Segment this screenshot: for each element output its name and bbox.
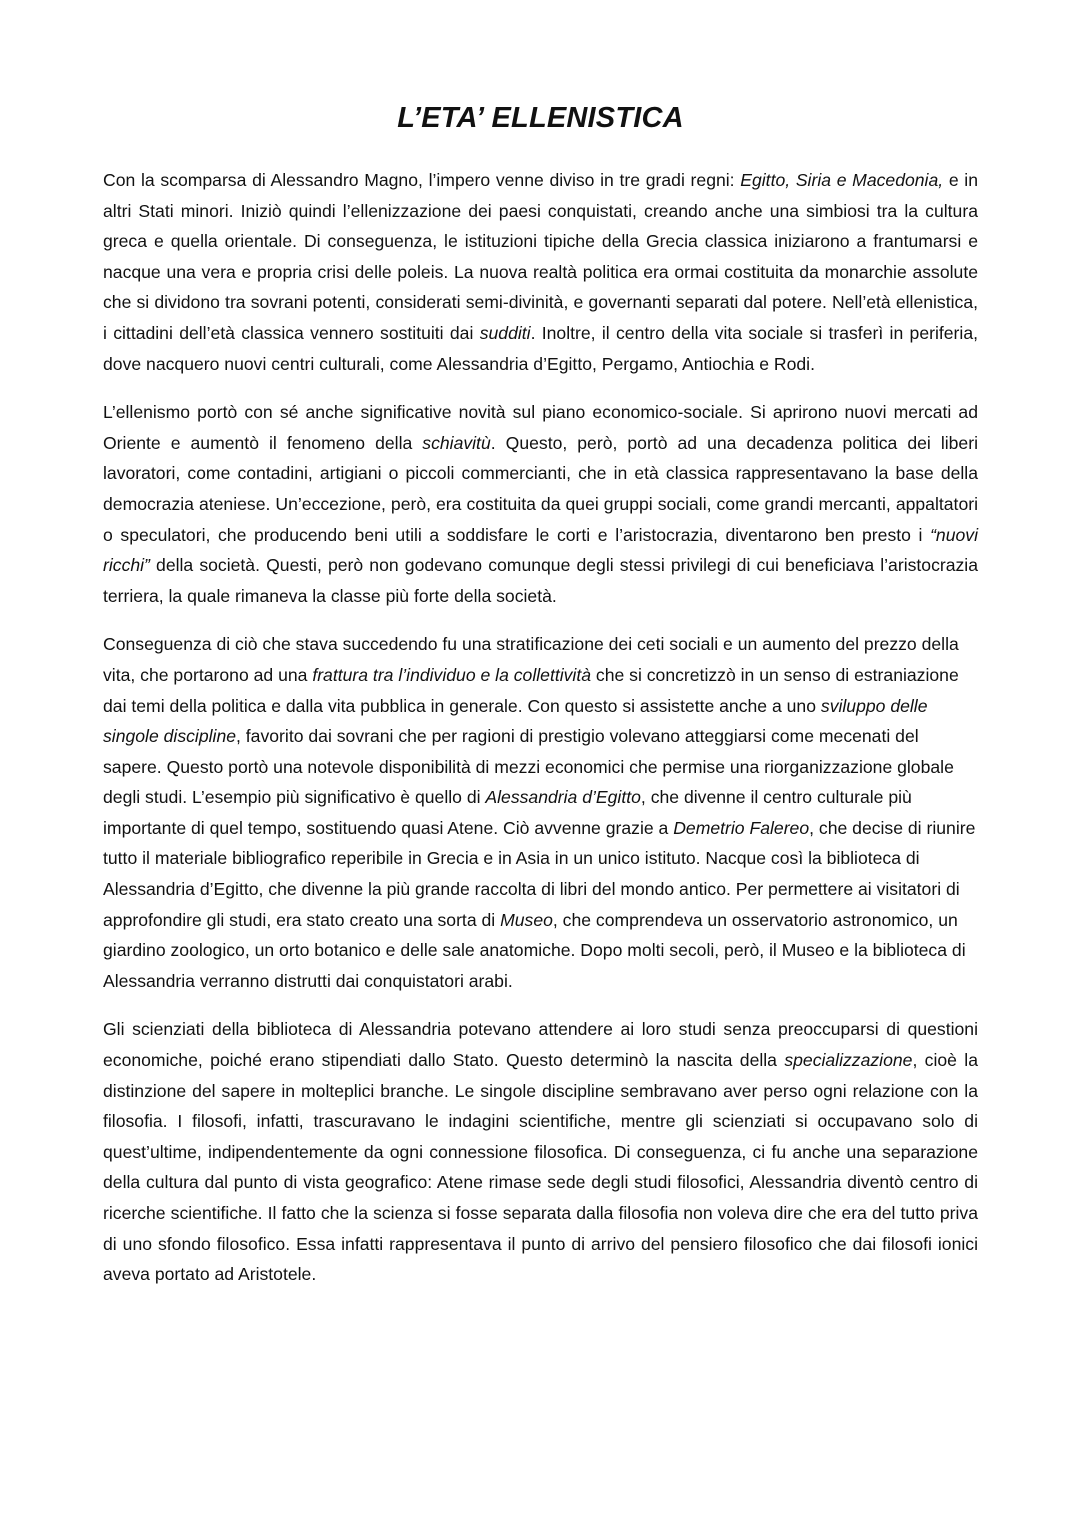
text-run: Gli scienziati della biblioteca di Alessandria potevano attendere ai loro studi senza preoccuparsi di questioni economiche, poiché erano stipendiati dallo Stato. Questo determinò la nascita della bbox=[103, 1019, 978, 1071]
paragraph-1 bbox=[103, 165, 978, 379]
italic-text: frattura tra l’individuo e la collettività bbox=[312, 664, 592, 685]
italic-text: Museo bbox=[500, 909, 553, 930]
text-run: Conseguenza di ciò che stava succedendo fu una stratificazione dei ceti sociali e un aumento del prezzo della vita, che portarono ad una bbox=[103, 634, 959, 685]
italic-text: sviluppo delle singole discipline bbox=[103, 695, 928, 747]
text-run: , cioè la distinzione del sapere in molteplici branche. Le singole discipline sembravano aver perso ogni relazione con la filosofia. I filosofi, infatti, trascuravano le indagini scientifiche, mentre gli scienziati si occupavano solo di quest’ultime, indipendentemente da ogni connessione filosofica. Di conseguenza, ci fu anche una separazione della cultura dal punto di vista geografico: Atene rimase sede degli studi filosofici, Alessandria diventò centro di ricerche scientifiche. Il fatto che la scienza si fosse separata dalla filosofia non voleva dire che era del tutto priva di uno sfondo filosofico. Essa infatti rappresentava il punto di arrivo del pensiero filosofico che dai filosofi ionici aveva portato ad Aristotele. bbox=[103, 1050, 978, 1285]
text-run: . Inoltre, il centro della vita sociale si trasferì in periferia, dove nacquero nuovi centri culturali, come Alessandria d’Egitto, Pergamo, Antiochia e Rodi. bbox=[103, 322, 978, 374]
document-title: L’ETA’ ELLENISTICA bbox=[397, 102, 684, 134]
text-run: L’ellenismo portò con sé anche significative novità sul piano economico-sociale. Si aprirono nuovi mercati ad Oriente e aumentò il fenomeno della bbox=[103, 402, 978, 453]
text-run: e in altri Stati minori. Iniziò quindi l’ellenizzazione dei paesi conquistati, creando anche una simbiosi tra la cultura greca e quella orientale. Di conseguenza, le istituzioni tipiche della Grecia classica iniziarono a frantumarsi e nacque una vera e propria crisi delle poleis. La nuova realtà politica era ormai costituita da monarchie assolute che si dividono tra sovrani potenti, considerati semi-divinità, e governanti separati dal potere. Nell’età ellenistica, i cittadini dell’età classica vennero sostituiti dai bbox=[103, 170, 978, 343]
italic-text: schiavitù bbox=[422, 432, 491, 453]
text-run: che si concretizzò in un senso di estraniazione dai temi della politica e dalla vita pubblica in generale. Con questo si assistette anche a uno bbox=[103, 664, 959, 716]
italic-text: “nuovi ricchi” bbox=[103, 524, 978, 576]
paragraph-2 bbox=[103, 397, 978, 611]
text-run: , che divenne il centro culturale più importante di quel tempo, sostituendo quasi Atene. Ciò avvenne grazie a bbox=[103, 787, 912, 838]
text-run: , che comprendeva un osservatorio astronomico, un giardino zoologico, un orto botanico e delle sale anatomiche. Dopo molti secoli, però, il Museo e la biblioteca di Alessandria verranno distrutti dai conquistatori arabi. bbox=[103, 909, 966, 991]
document-page bbox=[103, 98, 978, 1308]
text-run: , che decise di riunire tutto il materiale bibliografico reperibile in Grecia e in Asia in un unico istituto. Nacque così la biblioteca di Alessandria d’Egitto, che divenne la più grande raccolta di libri del mondo antico. Per permettere ai visitatori di approfondire gli studi, era stato creato una sorta di bbox=[103, 817, 976, 930]
italic-text: sudditi bbox=[479, 322, 531, 343]
italic-text: Alessandria d’Egitto bbox=[485, 787, 641, 808]
text-run: , favorito dai sovrani che per ragioni di prestigio volevano atteggiarsi come mecenati del sapere. Questo portò una notevole disponibilità di mezzi economici che permise una riorganizzazione globale degli studi. L’esempio più significativo è quello di bbox=[103, 726, 954, 808]
italic-text: Demetrio Falereo bbox=[673, 817, 810, 838]
italic-text: specializzazione bbox=[784, 1050, 913, 1071]
paragraph-3 bbox=[103, 629, 978, 996]
text-run: della società. Questi, però non godevano comunque degli stessi privilegi di cui beneficiava l’aristocrazia terriera, la quale rimaneva la classe più forte della società. bbox=[103, 555, 978, 606]
paragraph-4 bbox=[103, 1014, 978, 1289]
document-body bbox=[103, 165, 978, 1290]
text-run: . Questo, però, portò ad una decadenza politica dei liberi lavoratori, come contadini, artigiani o piccoli commercianti, che in età classica rappresentavano la base della democrazia ateniese. Un’eccezione, però, era costituita da quei gruppi sociali, come grandi mercanti, appaltatori o speculatori, che producendo beni utili a soddisfare le corti e l’aristocrazia, diventarono ben presto i bbox=[103, 432, 978, 545]
text-run: Con la scomparsa di Alessandro Magno, l’impero venne diviso in tre gradi regni: bbox=[103, 170, 741, 190]
italic-text: Egitto, Siria e Macedonia, bbox=[740, 170, 944, 190]
